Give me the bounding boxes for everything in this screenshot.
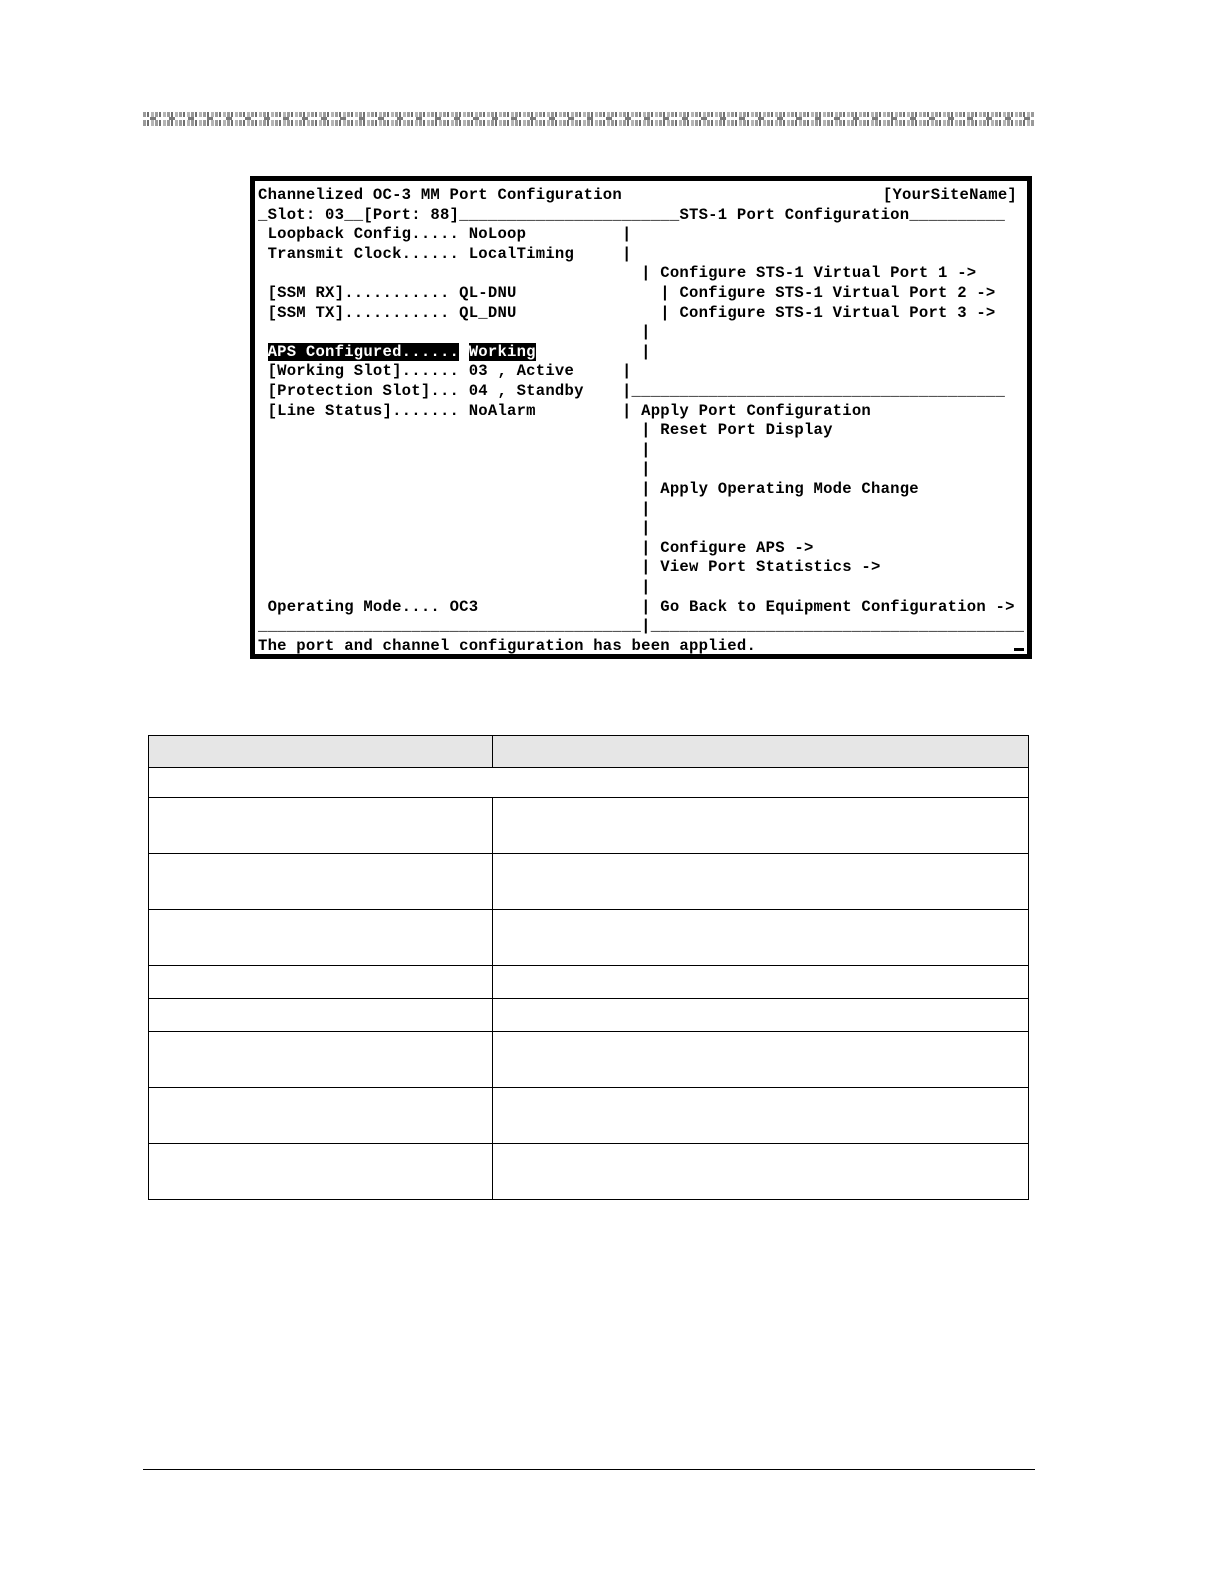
header-underline: __________ <box>909 205 1006 224</box>
terminal-cursor <box>1014 648 1024 651</box>
column-divider: | <box>641 519 651 538</box>
table-row <box>149 798 1029 854</box>
table-cell <box>493 1144 1029 1200</box>
blank-row <box>258 460 651 480</box>
table-row <box>149 966 1029 999</box>
menu-configure-vport-2[interactable]: Configure STS-1 Virtual Port 2 -> <box>679 284 996 302</box>
table-cell <box>149 1088 493 1144</box>
menu-view-port-statistics[interactable]: View Port Statistics -> <box>660 558 881 577</box>
ssm-tx-label: [SSM TX]........... <box>267 303 450 322</box>
column-divider: | <box>641 460 651 479</box>
menu-row <box>258 264 976 284</box>
ssm-tx-value[interactable]: QL_DNU <box>459 303 517 322</box>
table-cell <box>149 966 493 999</box>
site-name: [YourSiteName] <box>882 186 1017 204</box>
menu-reset-port-display[interactable]: Reset Port Display <box>660 421 833 440</box>
table-group-row <box>149 768 1029 798</box>
blank-row <box>258 578 651 598</box>
loopback-config-label: Loopback Config..... <box>267 225 460 244</box>
field-row <box>258 284 996 304</box>
table-row <box>149 999 1029 1032</box>
status-divider: ________________________________________|_______________________________________ <box>258 617 1025 636</box>
table-row <box>149 910 1029 966</box>
line-status-label: [Line Status]....... <box>267 401 460 420</box>
terminal-title-line <box>258 186 622 206</box>
menu-go-back-equipment-configuration[interactable]: Go Back to Equipment Configuration -> <box>660 597 1015 616</box>
aps-configured-value[interactable]: Working <box>468 342 536 361</box>
table-cell <box>493 854 1029 910</box>
field-row <box>258 304 996 324</box>
table-row <box>149 854 1029 910</box>
column-divider: | <box>621 362 632 381</box>
column-divider: | <box>641 499 651 518</box>
blank-row <box>258 441 651 461</box>
working-slot-label: [Working Slot]...... <box>267 362 460 381</box>
column-divider: | <box>621 382 632 400</box>
transmit-clock-label: Transmit Clock...... <box>267 244 460 263</box>
column-divider: | <box>660 284 670 302</box>
table-header-cell <box>493 736 1029 768</box>
protection-slot-value: 04 , Standby <box>468 382 584 400</box>
field-row <box>258 343 651 363</box>
ssm-rx-value[interactable]: QL-DNU <box>459 284 517 302</box>
table-cell <box>493 1032 1029 1088</box>
table-row <box>149 1032 1029 1088</box>
table-cell <box>149 1032 493 1088</box>
column-divider: | <box>621 244 632 263</box>
column-divider: | <box>660 303 670 322</box>
table-cell <box>149 910 493 966</box>
working-slot-value: 03 , Active <box>468 362 575 381</box>
table-cell <box>149 999 493 1032</box>
table-row <box>149 1144 1029 1200</box>
table-cell <box>149 798 493 854</box>
field-row <box>258 382 1005 402</box>
table-group-cell <box>149 768 1029 798</box>
field-row <box>258 402 871 422</box>
transmit-clock-value[interactable]: LocalTiming <box>468 244 575 263</box>
column-divider: | <box>641 617 651 636</box>
loopback-config-value[interactable]: NoLoop <box>468 225 527 244</box>
column-divider: | <box>621 401 632 420</box>
table-cell <box>493 999 1029 1032</box>
page-header-rule <box>143 112 1035 126</box>
operating-mode-label: Operating Mode.... <box>267 597 440 616</box>
menu-apply-port-configuration[interactable]: Apply Port Configuration <box>641 401 871 420</box>
menu-configure-vport-1[interactable]: Configure STS-1 Virtual Port 1 -> <box>660 264 977 283</box>
column-divider: | <box>641 480 651 498</box>
menu-row <box>258 421 833 441</box>
column-divider: | <box>641 440 651 459</box>
column-divider: | <box>641 578 651 596</box>
section-header: STS-1 Port Configuration <box>679 205 910 224</box>
terminal-screen <box>250 176 1032 659</box>
slot-port-label: _Slot: 03__[Port: 88] <box>258 205 460 224</box>
menu-row <box>258 539 814 559</box>
table-cell <box>493 1088 1029 1144</box>
menu-apply-operating-mode-change[interactable]: Apply Operating Mode Change <box>660 480 919 498</box>
field-row <box>258 598 1015 618</box>
blank-row <box>258 500 651 520</box>
site-name-line <box>883 186 1017 206</box>
blank-row <box>258 519 651 539</box>
column-divider: | <box>641 538 651 557</box>
parameter-table <box>148 735 1029 1200</box>
column-divider: | <box>641 421 651 440</box>
column-divider: | <box>641 323 651 342</box>
line-status-value: NoAlarm <box>468 401 536 420</box>
page-footer-rule <box>143 1469 1035 1470</box>
ssm-rx-label: [SSM RX]........... <box>267 284 450 302</box>
status-message: The port and channel configuration has been applied. <box>258 636 757 655</box>
field-row <box>258 245 632 265</box>
protection-slot-label: [Protection Slot]... <box>267 382 460 400</box>
field-row <box>258 225 632 245</box>
table-cell <box>493 798 1029 854</box>
menu-configure-vport-3[interactable]: Configure STS-1 Virtual Port 3 -> <box>679 303 996 322</box>
section-underline: _______________________________________ <box>631 382 1006 400</box>
table-header-row <box>149 736 1029 768</box>
aps-configured-label: APS Configured...... <box>267 342 460 361</box>
table-header-cell <box>149 736 493 768</box>
column-divider: | <box>641 558 651 577</box>
table-cell <box>493 910 1029 966</box>
slot-port-line <box>258 206 1005 226</box>
column-divider: | <box>641 342 651 361</box>
table-cell <box>149 1144 493 1200</box>
menu-row <box>258 558 881 578</box>
header-underline: _______________________ <box>459 205 680 224</box>
status-line <box>258 637 756 657</box>
table-cell <box>149 854 493 910</box>
table-row <box>149 1088 1029 1144</box>
menu-configure-aps[interactable]: Configure APS -> <box>660 538 814 557</box>
column-divider: | <box>641 597 651 616</box>
operating-mode-value[interactable]: OC3 <box>449 597 479 616</box>
blank-row <box>258 323 651 343</box>
column-divider: | <box>621 225 632 244</box>
table-cell <box>493 966 1029 999</box>
field-row <box>258 362 632 382</box>
menu-row <box>258 480 919 500</box>
column-divider: | <box>641 264 651 283</box>
screen-title: Channelized OC-3 MM Port Configuration <box>258 186 622 204</box>
